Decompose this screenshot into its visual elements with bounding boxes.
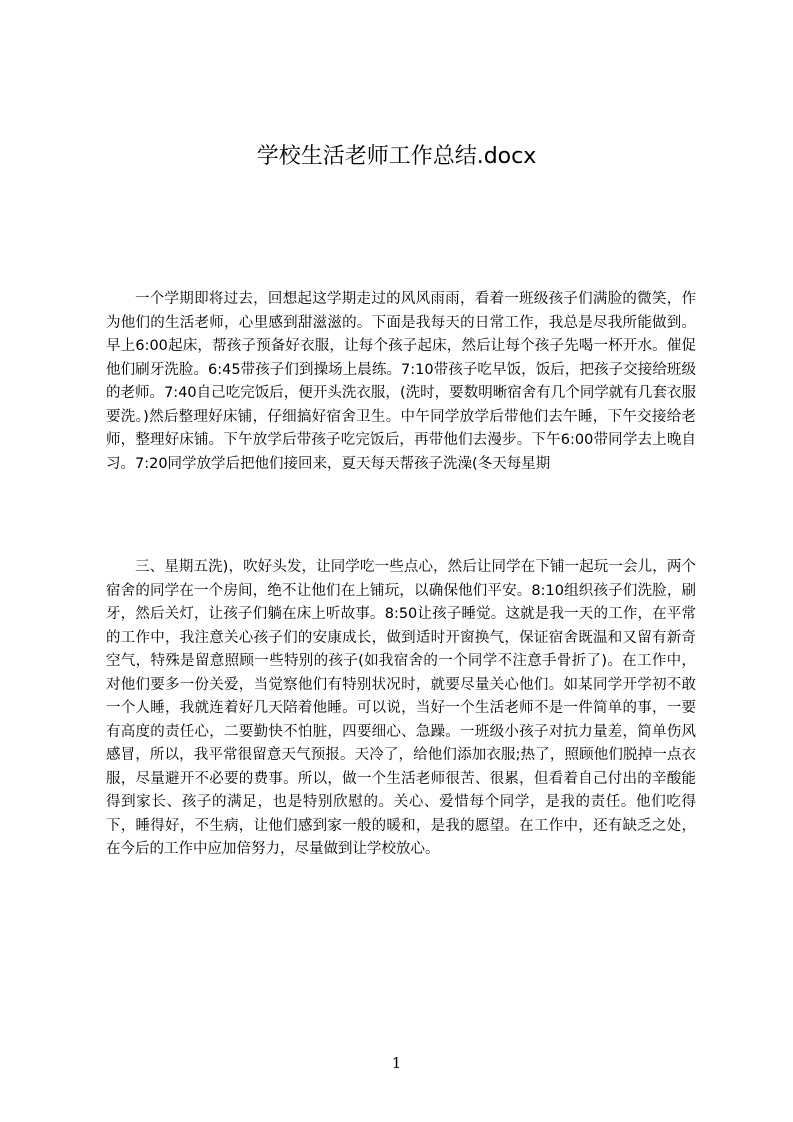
page-number: 1 — [391, 1054, 402, 1072]
body-paragraph-2: 三、星期五洗)，吹好头发，让同学吃一些点心，然后让同学在下铺一起玩一会儿，两个宿舍的同学在一个房间，绝不让他们在上铺玩，以确保他们平安。8:10组织孩子们洗脸，刷牙，然后关灯，让孩子们躺在床上听故事。8:50让孩子睡觉。这就是我一天的工作，在平常的工作中，我注意关心孩子们的安康成长，做到适时开窗换气，保证宿舍既温和又留有新奇空气，特殊是留意照顾一些特别的孩子(如我宿舍的一个同学不注意手骨折了)。在工作中，对他们要多一份关爱，当觉察他们有特别状况时，就要尽量关心他们。如某同学开学初不敢一个人睡，我就连着好几天陪着他睡。可以说，当好一个生活老师不是一件简单的事，一要有高度的责任心，二要勤快不怕脏，四要细心、急躁。一班级小孩子对抗力量差，简单伤风感冒，所以，我平常很留意天气预报。天冷了，给他们添加衣服;热了，照顾他们脱掉一点衣服，尽量避开不必要的费事。所以，做一个生活老师很苦、很累，但看着自己付出的辛酸能得到家长、孩子的满足，也是特别欣慰的。关心、爱惜每个同学，是我的责任。他们吃得下，睡得好，不生病，让他们感到家一般的暖和，是我的愿望。在工作中，还有缺乏之处，在今后的工作中应加倍努力，尽量做到让学校放心。 — [106, 559, 696, 857]
document-title: 学校生活老师工作总结.docx — [256, 144, 537, 169]
body-paragraph-1: 一个学期即将过去，回想起这学期走过的风风雨雨，看着一班级孩子们满脸的微笑，作为他们的生活老师，心里感到甜滋滋的。下面是我每天的日常工作，我总是尽我所能做到。早上6:00起床，帮孩子预备好衣服，让每个孩子起床，然后让每个孩子先喝一杯开水。催促他们刷牙洗脸。6:45带孩子们到操场上晨练。7:10带孩子吃早饭，饭后，把孩子交接给班级的老师。7:40自己吃完饭后，便开头洗衣服，(洗时，要数明晰宿舍有几个同学就有几套衣服要洗。)然后整理好床铺，仔细搞好宿舍卫生。中午同学放学后带他们去午睡，下午交接给老师，整理好床铺。下午放学后带孩子吃完饭后，再带他们去漫步。下午6:00带同学去上晚自习。7:20同学放学后把他们接回来，夏天每天帮孩子洗澡(冬天每星期 — [106, 291, 696, 472]
